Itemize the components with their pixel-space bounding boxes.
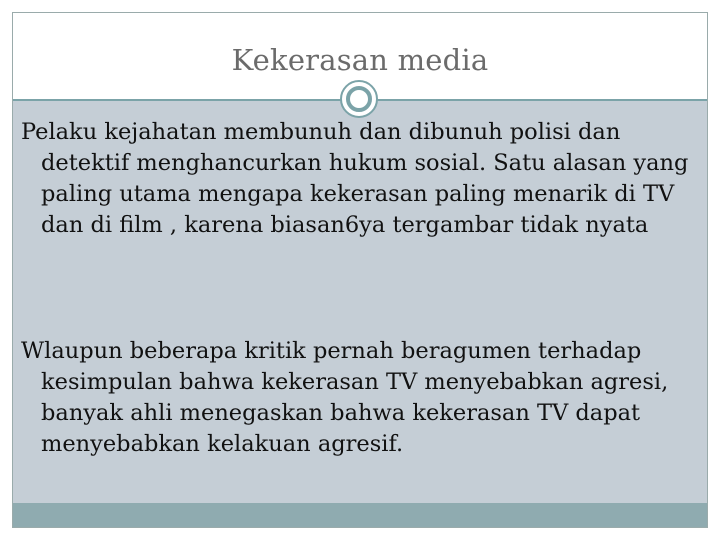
paragraph-1: Pelaku kejahatan membunuh dan dibunuh polisi dan detektif menghancurkan hukum sosial. Satu alasan yang paling utama mengapa kekerasan paling menarik di TV dan di film , karena biasan6ya tergambar tidak nyata <box>21 119 689 238</box>
footer-band <box>13 503 707 527</box>
paragraph-2: Wlaupun beberapa kritik pernah beragumen terhadap kesimpulan bahwa kekerasan TV menyebabkan agresi, banyak ahli menegaskan bahwa kekerasan TV dapat menyebabkan kelakuan agresif. <box>21 338 669 457</box>
circle-ornament-icon <box>340 80 378 118</box>
slide-title: Kekerasan media <box>231 43 489 77</box>
circle-ornament-inner <box>346 86 372 112</box>
